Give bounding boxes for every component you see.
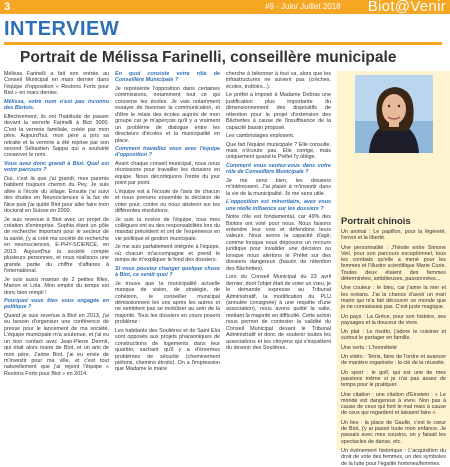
article-paragraph: Je suis aussi maman de 2 petites filles, Manon et Lola. Mon emploi du temps est donc bien rempli !	[4, 276, 109, 296]
article-paragraph: Que fait l'équipe municipale ? Elle consulte, mais n'écoute pas. Elle corrige, mais uniquement quand le Préfet l'y oblige.	[226, 141, 331, 161]
article-column-1	[4, 71, 109, 450]
article-paragraph: Les habitants des Soulières et de Saint Eloi sont opposés aux projets pharaoniques de constructions de logements dans leur quartier, sachant qu'il y a d'énormes problèmes de sécurité (cheminement piétons, chemins étroits). On a l'impression que Madame le maire	[115, 327, 220, 373]
article-paragraph: Les cambriolages explosent.	[226, 133, 295, 140]
article-paragraph: Je me sens bien, les dossiers m'intéressent. J'ai plaisir à m'investir dans la vie de la municipalité. Je me sens utile.	[226, 177, 331, 197]
article-headline: Portrait de Mélissa Farinelli, conseillère municipale	[20, 49, 397, 66]
portrait-item: Un lieu : la place de Gaulle, c'est le cœur de Biot, j'y ai passé toute mon enfance. Je passais avec mes cousins, on y faisait les spectacles de danse, etc.	[341, 419, 446, 445]
article-paragraph: Je me suis parfaitement intégrée à l'équipe, où chacun m'accompagne et prend le temps de m'expliquer le fond des dossiers.	[115, 244, 220, 264]
portrait-item: Une personnalité : J'hésite entre Simone Veil, pour son parcours exceptionnel, tous les combats qu'elle a mené pour les femmes et l'illustre scientifique Marie Curie. Toutes deux étaient des femmes déterminées, ambitieuses, passionnées...	[341, 244, 446, 283]
article-paragraph: Je trouve que la municipalité actuelle manque de vision, de stratégie, de cohésion, le conseiller municipal démissionnent les uns après les autres et ne semblent pas se mobiliser au sein de la majorité. Tous les dossiers en cours posent problème :	[115, 280, 220, 326]
portrait-item: Un pays : La Grèce, pour son histoire, ses paysages et la douceur de vivre.	[341, 313, 446, 326]
interview-question: Mélissa, votre nom n'est pas inconnu des Biotois.	[4, 98, 109, 112]
article-paragraph: Lors du Conseil Municipal du 23 avril dernier, dont l'objet était de voter un vœu, je le demande expresse au Tribunal Administratif, la modification du PLU (annulée consignée) à une requête d'une association), nous avons quitté la salle, mettant la majorité en difficulté. Cette action nous permet de contester la validité du Conseil Municipal devant le Tribunal Administratif et donc de soutenir toutes les associations et les citoyens qui s'inquiètent du devenir des Soulières.	[226, 274, 332, 352]
interview-question: Pourquoi vous êtes vous engagée en politique ?	[4, 297, 109, 311]
article-paragraph: cherche à bétonner à tout va, alors que les infrastructures ne suivent pas (crèches, écoles, trottoirs...).	[226, 71, 331, 90]
portrait-item: Une couleur : le bleu, car j'aime la mer et les océans. J'ai la chance d'avoir un mari marin qui m'a fait découvrir ce monde que je ne connaissais pas. C'est juste magique.	[341, 285, 446, 311]
article-paragraph: Je suis la novice de l'équipe, tous mes collègues ont eu des responsabilités lors du mandat précédent et ont de l'expérience en vie politique et gestion municipale.	[115, 216, 220, 242]
issue-label: #9 - Juin/ Juillet 2018	[265, 2, 341, 11]
portrait-item: Un animal : Le papillon, pour la légèreté, l'envol et la liberté.	[341, 229, 446, 242]
article-paragraph: L'équipe est à l'écoute de l'avis de chacun et nous prenons ensemble la décision de voter pour, contre ou nous abstenir sur les différentes résolutions.	[115, 188, 220, 215]
article-paragraph: Je représente l'opposition dans certaines commissions, notamment tout ce qui concerne les écoles. Je vais notamment essayer de favoriser la communication, et d'être le relais des écoles auprès de mon groupe car je m'aperçois qu'il y a vraiment un problème de dialogue entre les directeurs d'écoles et la municipalité en place.	[115, 85, 220, 144]
portrait-item: Un événement historique : L'acquisition du droit de vote des femmes, un des symboles de la lutte pour l'égalité hommes/femmes.	[341, 447, 446, 467]
section-divider	[4, 42, 442, 45]
interview-question: Comment vous sentez-vous dans votre rôle de Conseillère Municipale ?	[226, 162, 331, 176]
article-column-3	[226, 71, 331, 450]
article-paragraph: Mélissa Farinelli a fait son entrée au Conseil Municipal en mars dernier dans l'équipe d'opposition « Restons Forts pour Biot » en mars dernier.	[4, 71, 109, 97]
portrait-photo	[355, 75, 433, 153]
portrait-item: Un plat : Le risotto, j'adore le cuisiner et surtout le partager en famille.	[341, 329, 446, 342]
section-title: INTERVIEW	[4, 18, 120, 40]
interview-question: Vous avez donc grandi à Biot. Quel est votre parcours ?	[4, 160, 109, 174]
interview-question: L'opposition est minoritaire, avez vous une réelle influence sur les dossiers ?	[226, 199, 331, 212]
article-column-2	[115, 71, 220, 450]
article-paragraph: Notre rôle est fondamental, car 49% des Biotois ont voté pour nous. Nous faisons entendre leur voix et défendons leurs valeurs. Nous avons la capacité d'agir, comme lorsque nous déposons un recours juridique pour invalider une décision ou lorsque nous alertons le Préfet sur des dossiers dangereux (bassin de rétention des Bâchettes).	[226, 214, 331, 272]
sidebar-text	[341, 229, 446, 467]
page-number: 3	[4, 1, 11, 13]
masthead-logo: Biot@Venir	[367, 0, 446, 15]
sidebar-title: Portrait chinois	[341, 216, 411, 227]
interview-question: Si vous pouviez changer quelque chose à Biot, ce serait quoi ?	[115, 265, 220, 279]
article-paragraph: Le préfet a imposé à Madame Debras une justification plus importante du dimensionnement des dispositifs de rétention pour le projet d'extension des Bâchettes à cause de l'insuffisance de la capacité bassin proposé.	[226, 92, 331, 131]
portrait-item: Un sport : le golf, qui est une de mes passions même si je n'ai pas assez de temps pour le pratiquer.	[341, 369, 446, 389]
interview-question: En quoi consiste votre rôle de Conseillère Municipale ?	[115, 71, 220, 84]
portrait-item: Une vertu : L'honnêteté	[341, 344, 397, 351]
top-banner	[0, 0, 450, 14]
portrait-item: Une citation : une citation d'Einstein : « Le monde est dangereux à vivre. Non pas à cause de ceux qui font le mal mais à cause de ceux qui regardent et laissent faire ».	[341, 391, 446, 417]
article-paragraph: Quand je suis revenue à Biot en 2013, j'ai eu besoin d'organiser une conférence de presse pour le lancement de ma société. L'équipe municipale m'a soutenue, et j'ai eu un bon contact avec Jean-Pierre Dermit, qui était alors maire de Biot, et un ami de mon père. J'aime Biot, j'ai eu envie de m'investir pour ma ville, et c'est tout naturellement que j'ai rejoint l'équipe « Restons Forts pour Biot » en 2014.	[4, 312, 109, 377]
article-paragraph: Oui, c'est là que j'ai grandi, mes parents habitent toujours chemin du Pey. Je suis allée à l'école du village. Ensuite j'ai suivi des études en Neurosciences à la fac de Nice puis j'ai quitté Biot pour aller faire mon doctorat en Suisse en 2000.	[4, 175, 109, 215]
article-paragraph: Avant chaque conseil municipal, nous nous réunissons pour travailler les dossiers en équipe. Nous décortiquons l'ordre du jour point par point.	[115, 160, 220, 187]
article-paragraph: Effectivement, ils ont l'habitude de passer devant la verrerie Farinelli à Biot 3000. C'est la verrerie familiale, créée par mon père. Aujourd'hui, mon père a pris sa retraite et la verrerie a été reprise par son second Sébastien Sappa qui a souhaité conserver le nom.	[4, 113, 109, 159]
article-paragraph: Je suis revenue à Biot avec un projet de création d'entreprise. Sophia étant un pôle de recherche important pour le secteur de la santé, j'y ai créé ma société de recherche en neurosciences, E-PHY-SCIENCE, en 2013. Aujourd'hui la société compte plusieurs personnes, et nous réalisons une grande partie du chiffre d'affaires à l'international.	[4, 216, 110, 275]
interview-question: Comment travaillez vous avec l'équipe d'opposition ?	[115, 145, 220, 159]
portrait-item: Un vidéo : Tetris, faire de l'ordre et avancer de manière organisée : la clé de la réussite.	[341, 354, 446, 367]
portrait-chinois-sidebar	[337, 71, 450, 467]
